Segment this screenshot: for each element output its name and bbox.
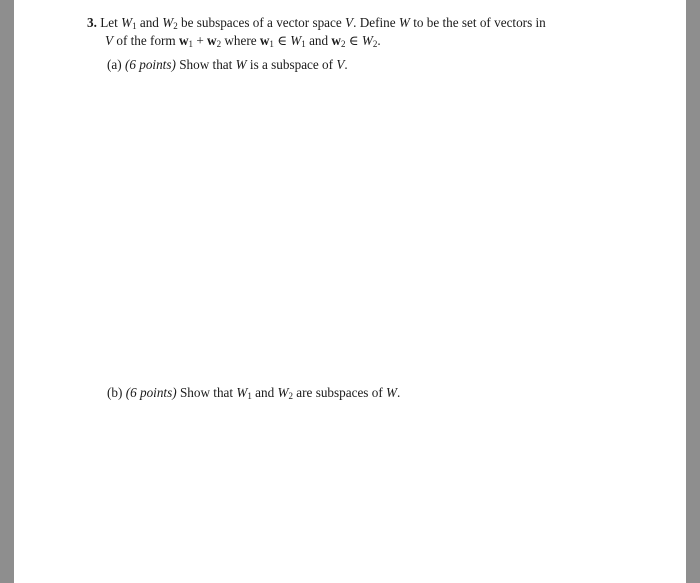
problem-line-2: V of the form $w_1 + w_2$ where $w_1$ ∈ $W_1$ and $w_2$ ∈ $W_2$.	[105, 33, 381, 49]
problem-line-1: 3. Let $W_1$ and $W_2$ be subspaces of a vector space V. Define W to be the set of vectors in	[87, 15, 546, 31]
part-a: (a) (6 points) Show that W is a subspace of V.	[107, 57, 348, 72]
part-label: (b)	[107, 385, 123, 400]
problem-statement	[87, 14, 607, 50]
points-note: (6 points)	[124, 57, 176, 72]
part-b: (b) (6 points) Show that $W_1$ and $W_2$ are subspaces of W.	[107, 385, 401, 401]
points-note: (6 points)	[125, 385, 177, 400]
document-page	[14, 0, 686, 583]
problem-number: 3.	[87, 15, 97, 30]
part-label: (a)	[107, 57, 122, 72]
